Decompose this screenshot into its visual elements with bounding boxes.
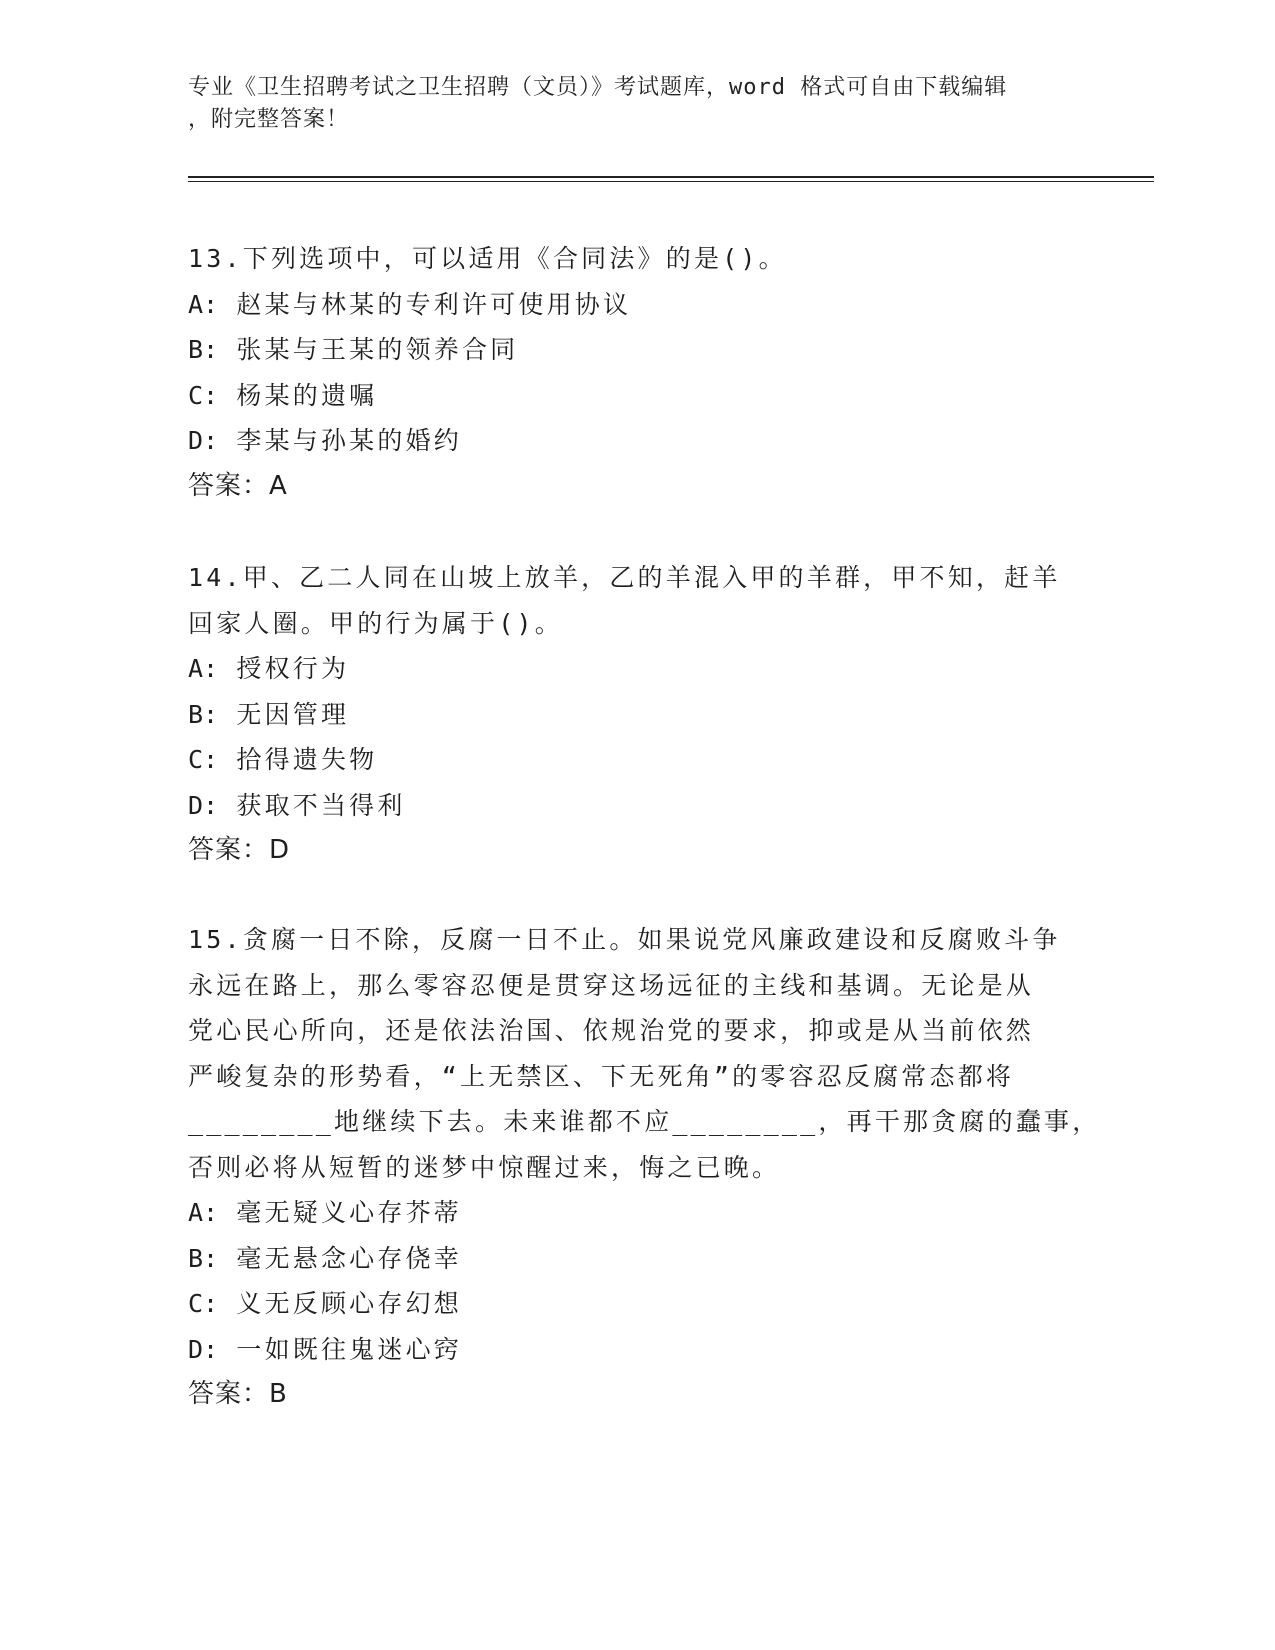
question-14 (188, 555, 1078, 874)
header-line-1: 专业《卫生招聘考试之卫生招聘（文员）》考试题库，word 格式可自由下载编辑 (188, 75, 1008, 100)
option-c: C: 拾得遗失物 (188, 745, 378, 774)
question-stem: 回家人圈。甲的行为属于()。 (188, 608, 563, 638)
question-stem: 否则必将从短暂的迷梦中惊醒过来，悔之已晚。 (188, 1152, 781, 1182)
option-c: C: 义无反顾心存幻想 (188, 1289, 462, 1318)
option-a: A: 赵某与林某的专利许可使用协议 (188, 289, 632, 319)
question-13 (188, 236, 1078, 509)
answer-label: 答案：D (188, 835, 291, 865)
option-d: D: 获取不当得利 (188, 790, 406, 820)
header-line-2: ，附完整答案！ (188, 107, 350, 132)
option-b: B: 毫无悬念心存侥幸 (188, 1243, 462, 1273)
question-stem: 15.贪腐一日不除，反腐一日不止。如果说党风廉政建设和反腐败斗争 (188, 925, 1061, 954)
question-15 (188, 917, 1101, 1418)
question-stem: 13.下列选项中，可以适用《合同法》的是()。 (188, 244, 787, 273)
question-stem: 党心民心所向，还是依法治国、依规治党的要求，抑或是从当前依然 (188, 1016, 1035, 1045)
question-stem: ________地继续下去。未来谁都不应________，再干那贪腐的蠢事， (188, 1107, 1101, 1136)
option-d: D: 李某与孙某的婚约 (188, 426, 462, 455)
option-b: B: 无因管理 (188, 699, 350, 729)
header-divider-thin (188, 181, 1154, 182)
answer-label: 答案：B (188, 1379, 288, 1409)
document-header (188, 72, 1088, 136)
header-divider-thick (188, 176, 1154, 178)
option-c: C: 杨某的遗嘱 (188, 380, 378, 410)
answer-label: 答案：A (188, 470, 288, 501)
option-a: A: 毫无疑义心存芥蒂 (188, 1198, 462, 1227)
question-stem: 严峻复杂的形势看，“上无禁区、下无死角”的零容忍反腐常态都将 (188, 1061, 1015, 1091)
option-a: A: 授权行为 (188, 654, 350, 683)
question-stem: 永远在路上，那么零容忍便是贯穿这场远征的主线和基调。无论是从 (188, 970, 1035, 1000)
option-b: B: 张某与王某的领养合同 (188, 335, 519, 364)
question-stem: 14.甲、乙二人同在山坡上放羊，乙的羊混入甲的羊群，甲不知，赶羊 (188, 563, 1061, 592)
option-d: D: 一如既往鬼迷心窍 (188, 1334, 462, 1364)
